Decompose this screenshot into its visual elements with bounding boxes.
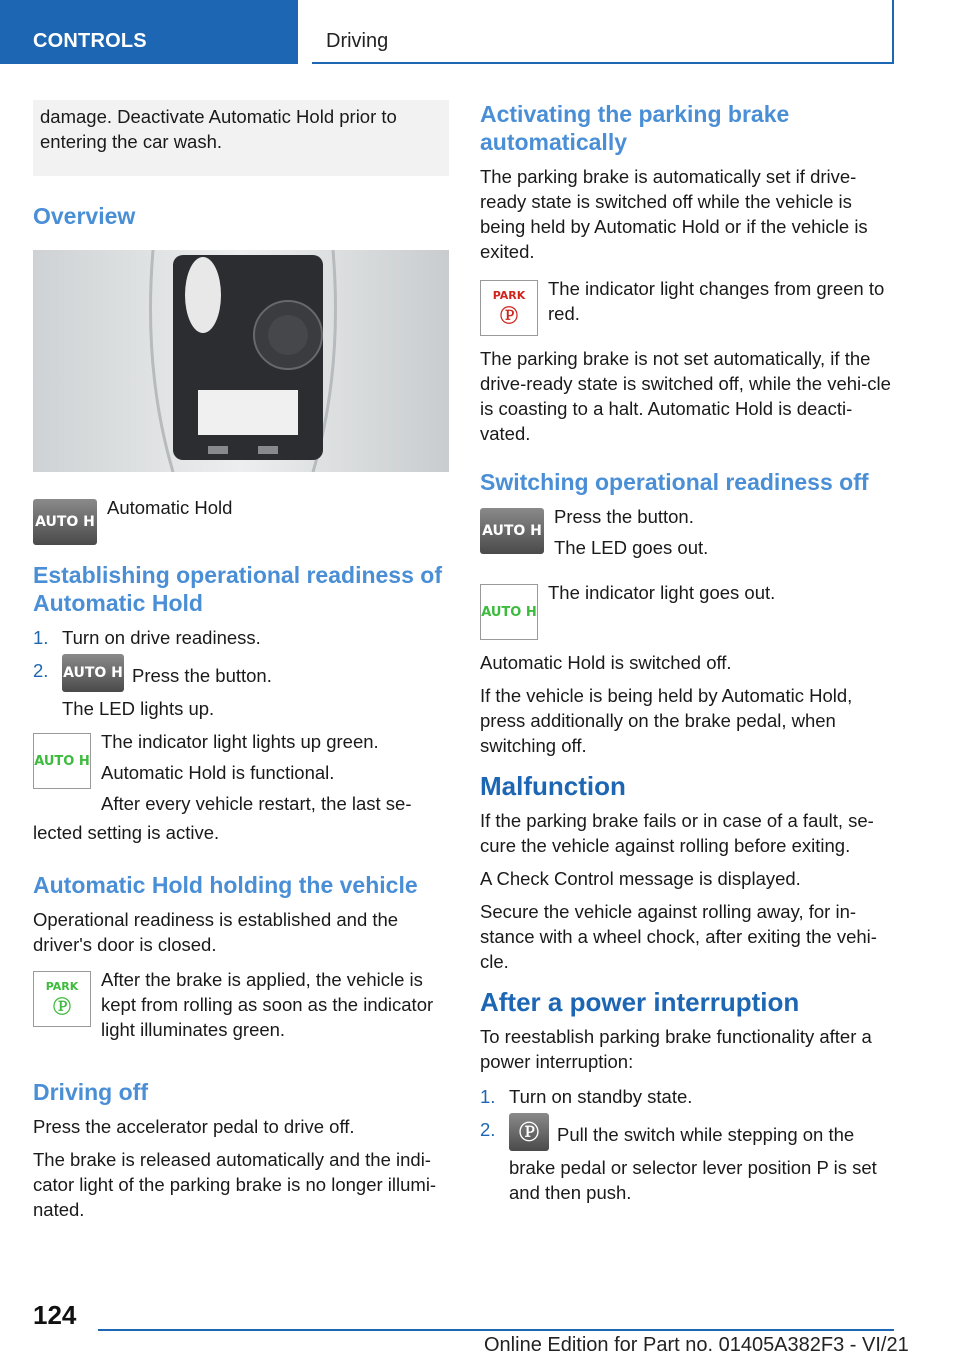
- footer-rule: [98, 1329, 894, 1331]
- led-text: The LED lights up.: [62, 698, 215, 719]
- auto-h-indicator-icon: AUTO H: [33, 733, 91, 789]
- park-indicator-red-icon: PARK Ⓟ: [480, 280, 538, 336]
- section-tab: [0, 0, 298, 64]
- button-caption-row: [33, 495, 449, 545]
- activating-heading: Activating the parking brake automatically: [480, 101, 790, 155]
- holding-heading: Automatic Hold holding the vehicle: [33, 872, 418, 898]
- power-steps: [480, 1084, 896, 1205]
- auto-h-button-icon: AUTO H: [480, 508, 544, 554]
- right-column: Activating the parking brake automatically The parking brake is automatically set if drive-ready state is switched off while the vehicle is being held by Automatic Hold or if the vehicle is exited. PARK Ⓟ The indicator light changes from green to red. The parking brake is not set automatically, if the drive-ready state is switched off, while the vehi-cle is coasting to a halt. Automatic Hold is deacti-vated. Switching operational readiness off AUTO H Press the button. The LED goes out. AUTO H The indicator light goes out. Automatic Hold is switched off. If the vehicle is being held by Automatic Hold, press additionally on the brake pedal, when switching off. Malfunction If the parking brake fails or in case of a fault, se-cure the vehicle against rolling before exiting. A Check Control message is displayed. Secure the vehicle against rolling away, for in-stance with a wheel chock, after exiting the vehi-cle. After a power interruption To reestablish parking brake functionality after a power interruption: 1. Turn on standby state. 2. Ⓟ Pull the switch while stepping on the brake pedal or selector lever position P is set and then push.: [480, 100, 896, 1213]
- park-row: PARK Ⓟ After the brake is applied, the vehicle is kept from rolling as soon as the indicator light illuminates green.: [33, 967, 449, 1048]
- overview-heading: Overview: [33, 203, 136, 229]
- warning-note: damage. Deactivate Automatic Hold prior to entering the car wash.: [33, 100, 449, 176]
- chapter-label: Driving: [326, 30, 389, 52]
- auto-h-button-icon: AUTO H: [62, 654, 124, 692]
- chapter-tab: [312, 0, 894, 64]
- establish-heading: Establishing operational readiness of Automatic Hold: [33, 562, 442, 616]
- driveoff-heading: Driving off: [33, 1079, 148, 1105]
- list-item: 2. Ⓟ Pull the switch while stepping on the brake pedal or selector lever position P is set and then push.: [480, 1117, 896, 1205]
- page-number: 124: [33, 1300, 77, 1330]
- list-item: 2. AUTO H Press the button. The LED lights up.: [33, 658, 449, 721]
- section-label: CONTROLS: [33, 30, 147, 52]
- park-indicator-icon: PARK Ⓟ: [33, 971, 91, 1027]
- red-row: PARK Ⓟ The indicator light changes from green to red.: [480, 276, 896, 336]
- indout-row: AUTO H The indicator light goes out.: [480, 580, 896, 640]
- parking-brake-switch-icon: Ⓟ: [509, 1113, 549, 1151]
- malfunction-heading: Malfunction: [480, 771, 626, 801]
- left-column: damage. Deactivate Automatic Hold prior to entering the car wash. Overview AUTO H Automatic Hold Establishing operational readiness of Automatic Hold 1. Turn on drive readiness. 2. AUTO H Press the button. The LED lights up. AUTO H The indicator light lights up green. Automatic Hold is functional. After every vehicle restart, the last se- lected setting is active. Automatic Hold holding the vehicle Operational readiness is established and the driver's door is closed. PARK Ⓟ After the brake is applied, the vehicle is kept from rolling as soon as the indicator light illuminates green. Driving off Press the accelerator pedal to drive off. The brake is released automatically and the indi-cator light of the parking brake is no longer illumi-nated.: [33, 100, 449, 1230]
- establish-steps: [33, 625, 449, 721]
- power-heading: After a power interruption: [480, 987, 800, 1017]
- list-item: 1. Turn on standby state.: [480, 1086, 693, 1107]
- indicator-row: AUTO H The indicator light lights up green. Automatic Hold is functional. After every vehicle restart, the last se-: [34, 731, 412, 814]
- press-row: AUTO H Press the button. The LED goes out.: [480, 504, 896, 566]
- switchoff-heading: Switching operational readiness off: [480, 469, 869, 495]
- list-item: 1. Turn on drive readiness.: [33, 627, 261, 648]
- console-photo: [33, 250, 449, 472]
- auto-h-button-icon: AUTO H: [33, 499, 97, 545]
- auto-h-indicator-icon: AUTO H: [480, 584, 538, 640]
- button-caption: Automatic Hold: [107, 497, 233, 518]
- edition-text: Online Edition for Part no. 01405A382F3 - VI/21: [484, 1334, 909, 1356]
